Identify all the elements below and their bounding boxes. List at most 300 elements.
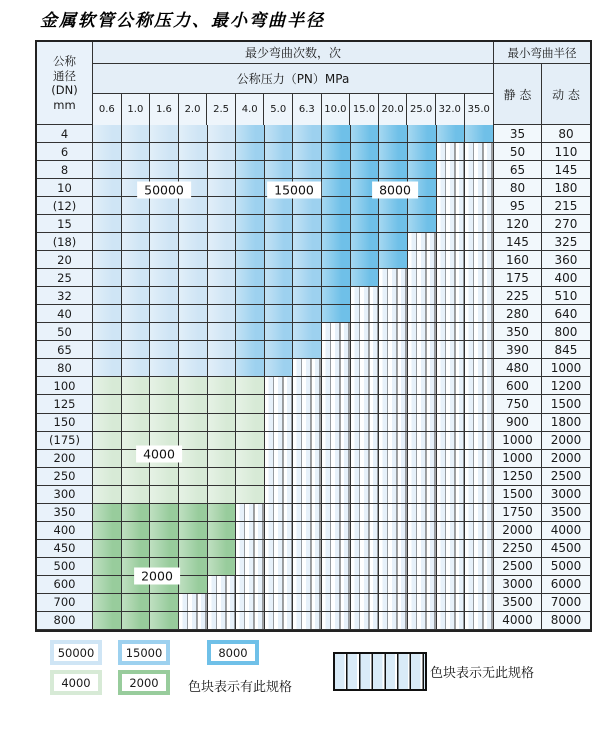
pressure-cell bbox=[379, 612, 408, 630]
pressure-cell bbox=[265, 468, 294, 486]
pressure-cell bbox=[208, 233, 237, 251]
zone-label: 4000 bbox=[136, 446, 182, 463]
pressure-cell bbox=[208, 414, 237, 432]
pressure-cell bbox=[208, 576, 237, 594]
pressure-cell bbox=[122, 414, 151, 432]
dn-cell: 65 bbox=[37, 341, 93, 359]
pressure-cell bbox=[322, 504, 351, 522]
dn-cell: 450 bbox=[37, 540, 93, 558]
pressure-cell bbox=[236, 287, 265, 305]
pressure-cell bbox=[150, 323, 179, 341]
zone-label: 15000 bbox=[267, 182, 321, 199]
pressure-cell bbox=[236, 558, 265, 576]
pressure-cell bbox=[179, 377, 208, 395]
pressure-cell bbox=[351, 504, 380, 522]
pressure-cell bbox=[122, 161, 151, 179]
pressure-cell bbox=[265, 612, 294, 630]
dynamic-header: 动 态 bbox=[542, 64, 590, 125]
pressure-cell bbox=[351, 323, 380, 341]
pressure-cell bbox=[208, 468, 237, 486]
pressure-cell bbox=[122, 197, 151, 215]
pressure-cell bbox=[236, 450, 265, 468]
pressure-cell bbox=[465, 359, 494, 377]
pressure-cell bbox=[208, 323, 237, 341]
pressure-cell bbox=[379, 522, 408, 540]
bend-cycles-block bbox=[93, 42, 494, 125]
pressure-cell bbox=[293, 486, 322, 504]
pressure-cell bbox=[208, 395, 237, 413]
pressure-cell bbox=[150, 197, 179, 215]
pressure-cell bbox=[122, 468, 151, 486]
static-radius-cell: 750 bbox=[494, 395, 542, 413]
pressure-cell bbox=[93, 522, 122, 540]
pressure-cell bbox=[150, 269, 179, 287]
pressure-cell bbox=[293, 215, 322, 233]
pressure-cell bbox=[265, 558, 294, 576]
pressure-cell bbox=[379, 359, 408, 377]
pressure-cell bbox=[408, 341, 437, 359]
pressure-cell bbox=[265, 486, 294, 504]
dynamic-radius-cell: 3000 bbox=[542, 486, 590, 504]
pressure-cell bbox=[322, 305, 351, 323]
pressure-cell bbox=[322, 359, 351, 377]
pressure-cell bbox=[179, 486, 208, 504]
pressure-cell bbox=[208, 432, 237, 450]
pressure-cell bbox=[93, 612, 122, 630]
dn-cell: 200 bbox=[37, 450, 93, 468]
pressure-cell bbox=[379, 468, 408, 486]
pressure-cell bbox=[236, 576, 265, 594]
pressure-cell bbox=[93, 305, 122, 323]
pressure-cell bbox=[408, 558, 437, 576]
pressure-cell bbox=[379, 486, 408, 504]
dynamic-radius-cell: 6000 bbox=[542, 576, 590, 594]
legend-swatch bbox=[207, 640, 259, 665]
pressure-cell bbox=[437, 341, 466, 359]
pressure-cell bbox=[293, 540, 322, 558]
dynamic-radius-cell: 400 bbox=[542, 269, 590, 287]
static-radius-cell: 65 bbox=[494, 161, 542, 179]
pressure-cell bbox=[150, 594, 179, 612]
legend-swatch-label: 2000 bbox=[122, 674, 166, 691]
table-row bbox=[37, 414, 590, 432]
pressure-cell bbox=[437, 269, 466, 287]
pressure-cell bbox=[293, 576, 322, 594]
pressure-cell bbox=[236, 323, 265, 341]
table-row bbox=[37, 305, 590, 323]
pressure-cell bbox=[208, 125, 237, 143]
pressure-cell bbox=[351, 594, 380, 612]
pressure-cell bbox=[408, 305, 437, 323]
pressure-cell bbox=[150, 233, 179, 251]
pressure-cell bbox=[465, 287, 494, 305]
pressure-cell bbox=[437, 594, 466, 612]
static-radius-cell: 3000 bbox=[494, 576, 542, 594]
pressure-cell bbox=[208, 215, 237, 233]
pressure-cell bbox=[379, 323, 408, 341]
pressure-cell bbox=[408, 233, 437, 251]
pressure-cell bbox=[408, 522, 437, 540]
pressure-cell bbox=[408, 161, 437, 179]
table-row bbox=[37, 522, 590, 540]
table-row bbox=[37, 540, 590, 558]
static-radius-cell: 1000 bbox=[494, 450, 542, 468]
static-radius-cell: 280 bbox=[494, 305, 542, 323]
pressure-cell bbox=[208, 612, 237, 630]
pressure-cell bbox=[236, 251, 265, 269]
pressure-cell bbox=[351, 540, 380, 558]
dynamic-radius-cell: 180 bbox=[542, 179, 590, 197]
pressure-cell bbox=[236, 143, 265, 161]
pressure-cell bbox=[179, 359, 208, 377]
pressure-cell bbox=[236, 341, 265, 359]
pressure-cell bbox=[322, 594, 351, 612]
dn-cell: 250 bbox=[37, 468, 93, 486]
pressure-cell bbox=[150, 143, 179, 161]
pressure-cell bbox=[351, 269, 380, 287]
pressure-cell bbox=[437, 161, 466, 179]
dn-cell: 80 bbox=[37, 359, 93, 377]
pressure-cell bbox=[179, 504, 208, 522]
pressure-cell bbox=[179, 143, 208, 161]
pressure-cell bbox=[322, 450, 351, 468]
pressure-cell bbox=[93, 414, 122, 432]
pressure-cell bbox=[265, 125, 294, 143]
pressure-cell bbox=[408, 504, 437, 522]
pressure-cell bbox=[179, 251, 208, 269]
pressure-cell bbox=[122, 359, 151, 377]
pressure-cell bbox=[322, 576, 351, 594]
pressure-cell bbox=[150, 377, 179, 395]
pressure-cell bbox=[437, 287, 466, 305]
spec-table bbox=[35, 40, 592, 632]
pressure-cell bbox=[351, 522, 380, 540]
pressure-cell bbox=[293, 359, 322, 377]
pressure-cell bbox=[322, 468, 351, 486]
legend-swatch bbox=[118, 640, 170, 665]
pressure-cell bbox=[208, 486, 237, 504]
pressure-cell bbox=[236, 395, 265, 413]
dynamic-radius-cell: 270 bbox=[542, 215, 590, 233]
pressure-cell bbox=[379, 414, 408, 432]
pressure-cell bbox=[408, 612, 437, 630]
page-title: 金属软管公称压力、最小弯曲半径 bbox=[40, 11, 325, 31]
bend-cycles-header: 最少弯曲次数，次 bbox=[93, 42, 493, 64]
dynamic-radius-cell: 1500 bbox=[542, 395, 590, 413]
pressure-cell bbox=[150, 251, 179, 269]
pressure-cell bbox=[93, 287, 122, 305]
pressure-cell bbox=[379, 576, 408, 594]
pressure-cell bbox=[465, 594, 494, 612]
pressure-cell bbox=[293, 269, 322, 287]
dynamic-radius-cell: 1200 bbox=[542, 377, 590, 395]
pressure-cell bbox=[293, 558, 322, 576]
pressure-cell bbox=[150, 359, 179, 377]
pressure-cell bbox=[208, 377, 237, 395]
pressure-cell bbox=[179, 594, 208, 612]
table-row bbox=[37, 197, 590, 215]
pressure-cell bbox=[179, 414, 208, 432]
pressure-cell bbox=[465, 215, 494, 233]
pressure-column-header: 0.6 bbox=[93, 94, 122, 125]
static-radius-cell: 1500 bbox=[494, 486, 542, 504]
table-body bbox=[37, 125, 590, 630]
table-row bbox=[37, 269, 590, 287]
legend-swatch bbox=[50, 670, 102, 695]
static-radius-cell: 1250 bbox=[494, 468, 542, 486]
pressure-cell bbox=[179, 323, 208, 341]
pressure-cell bbox=[265, 323, 294, 341]
table-row bbox=[37, 468, 590, 486]
table-row bbox=[37, 450, 590, 468]
pressure-cell bbox=[408, 540, 437, 558]
table-row bbox=[37, 612, 590, 630]
static-radius-cell: 35 bbox=[494, 125, 542, 143]
pressure-cell bbox=[236, 540, 265, 558]
pressure-cell bbox=[122, 323, 151, 341]
dn-cell: 6 bbox=[37, 143, 93, 161]
pressure-cell bbox=[351, 359, 380, 377]
static-radius-cell: 80 bbox=[494, 179, 542, 197]
pressure-cell bbox=[93, 486, 122, 504]
dn-cell: 400 bbox=[37, 522, 93, 540]
static-radius-cell: 1750 bbox=[494, 504, 542, 522]
pressure-cell bbox=[208, 251, 237, 269]
dn-cell: 20 bbox=[37, 251, 93, 269]
dynamic-radius-cell: 110 bbox=[542, 143, 590, 161]
pressure-cell bbox=[437, 432, 466, 450]
pressure-cell bbox=[93, 323, 122, 341]
static-header: 静 态 bbox=[494, 64, 542, 125]
pressure-cell bbox=[265, 414, 294, 432]
pressure-cell bbox=[465, 395, 494, 413]
pressure-cell bbox=[293, 395, 322, 413]
pressure-cell bbox=[437, 215, 466, 233]
dynamic-radius-cell: 360 bbox=[542, 251, 590, 269]
pressure-cell bbox=[208, 287, 237, 305]
pressure-cell bbox=[208, 179, 237, 197]
pressure-cell bbox=[179, 215, 208, 233]
pressure-cell bbox=[93, 233, 122, 251]
legend-swatch bbox=[118, 670, 170, 695]
dynamic-radius-cell: 510 bbox=[542, 287, 590, 305]
table-row bbox=[37, 359, 590, 377]
pressure-column-header: 1.6 bbox=[150, 94, 179, 125]
pressure-cell bbox=[322, 558, 351, 576]
pressure-cell bbox=[179, 197, 208, 215]
corner-header-dn bbox=[37, 42, 93, 125]
pressure-cell bbox=[322, 432, 351, 450]
pressure-column-header: 32.0 bbox=[436, 94, 465, 125]
table-row bbox=[37, 594, 590, 612]
pressure-cell bbox=[322, 486, 351, 504]
pressure-cell bbox=[208, 143, 237, 161]
table-row bbox=[37, 125, 590, 143]
dynamic-radius-cell: 4000 bbox=[542, 522, 590, 540]
pressure-cell bbox=[93, 341, 122, 359]
pressure-cell bbox=[179, 468, 208, 486]
pressure-cell bbox=[465, 558, 494, 576]
corner-line: (DN) bbox=[51, 83, 78, 97]
table-row bbox=[37, 233, 590, 251]
pressure-cell bbox=[379, 558, 408, 576]
pressure-cell bbox=[122, 233, 151, 251]
pressure-cell bbox=[265, 540, 294, 558]
pressure-cell bbox=[236, 612, 265, 630]
pressure-cell bbox=[351, 287, 380, 305]
pressure-cell bbox=[236, 305, 265, 323]
pressure-cell bbox=[322, 522, 351, 540]
pressure-cell bbox=[465, 612, 494, 630]
pressure-cell bbox=[437, 522, 466, 540]
pressure-cell bbox=[179, 161, 208, 179]
pressure-cell bbox=[93, 504, 122, 522]
static-radius-cell: 2000 bbox=[494, 522, 542, 540]
pressure-cell bbox=[322, 179, 351, 197]
pressure-cell bbox=[293, 612, 322, 630]
pressure-cell bbox=[465, 432, 494, 450]
pressure-cell bbox=[236, 377, 265, 395]
pressure-cell bbox=[122, 540, 151, 558]
pressure-cell bbox=[437, 251, 466, 269]
legend-hatch-swatch bbox=[333, 652, 427, 691]
pressure-cell bbox=[122, 269, 151, 287]
pressure-cell bbox=[93, 179, 122, 197]
pressure-cell bbox=[465, 143, 494, 161]
pressure-cell bbox=[236, 594, 265, 612]
legend-swatch-label: 4000 bbox=[54, 674, 98, 691]
pressure-cell bbox=[408, 450, 437, 468]
pressure-column-header: 2.0 bbox=[179, 94, 208, 125]
pressure-cell bbox=[236, 432, 265, 450]
pressure-cell bbox=[293, 450, 322, 468]
pressure-cell bbox=[351, 197, 380, 215]
pressure-cell bbox=[465, 576, 494, 594]
pressure-cell bbox=[351, 233, 380, 251]
pressure-cell bbox=[150, 395, 179, 413]
pressure-cell bbox=[293, 432, 322, 450]
pressure-cell bbox=[322, 377, 351, 395]
static-radius-cell: 600 bbox=[494, 377, 542, 395]
pressure-cell bbox=[408, 594, 437, 612]
static-radius-cell: 2500 bbox=[494, 558, 542, 576]
pressure-cell bbox=[465, 269, 494, 287]
dn-cell: 700 bbox=[37, 594, 93, 612]
pressure-cell bbox=[293, 341, 322, 359]
pressure-cell bbox=[293, 594, 322, 612]
dynamic-radius-cell: 2000 bbox=[542, 432, 590, 450]
pressure-cell bbox=[265, 233, 294, 251]
pressure-cell bbox=[437, 233, 466, 251]
legend-has-spec-text: 色块表示有此规格 bbox=[188, 680, 293, 695]
pressure-cell bbox=[437, 486, 466, 504]
dn-cell: 4 bbox=[37, 125, 93, 143]
pressure-cell bbox=[93, 197, 122, 215]
pressure-cell bbox=[236, 486, 265, 504]
pressure-cell bbox=[293, 377, 322, 395]
pressure-cell bbox=[150, 287, 179, 305]
pressure-cell bbox=[322, 323, 351, 341]
pressure-column-header: 15.0 bbox=[350, 94, 379, 125]
dn-cell: (12) bbox=[37, 197, 93, 215]
pressure-cell bbox=[351, 450, 380, 468]
table-row bbox=[37, 143, 590, 161]
dn-cell: 300 bbox=[37, 486, 93, 504]
pressure-cell bbox=[265, 161, 294, 179]
pressure-cell bbox=[351, 161, 380, 179]
dn-cell: (18) bbox=[37, 233, 93, 251]
pressure-cell bbox=[351, 395, 380, 413]
pressure-cell bbox=[265, 504, 294, 522]
pressure-cell bbox=[437, 359, 466, 377]
pressure-cell bbox=[265, 287, 294, 305]
pressure-cell bbox=[379, 395, 408, 413]
pressure-cell bbox=[208, 269, 237, 287]
static-radius-cell: 225 bbox=[494, 287, 542, 305]
table-row bbox=[37, 251, 590, 269]
pressure-cell bbox=[465, 125, 494, 143]
pressure-cell bbox=[465, 323, 494, 341]
pressure-cell bbox=[293, 287, 322, 305]
pressure-cell bbox=[322, 161, 351, 179]
pressure-cell bbox=[465, 522, 494, 540]
pressure-cell bbox=[322, 287, 351, 305]
pressure-cell bbox=[265, 251, 294, 269]
pressure-cell bbox=[208, 161, 237, 179]
pressure-cell bbox=[322, 395, 351, 413]
static-radius-cell: 900 bbox=[494, 414, 542, 432]
pressure-cell bbox=[122, 287, 151, 305]
pressure-cell bbox=[265, 359, 294, 377]
dynamic-radius-cell: 1000 bbox=[542, 359, 590, 377]
table-row bbox=[37, 377, 590, 395]
dn-cell: 40 bbox=[37, 305, 93, 323]
pressure-cell bbox=[408, 215, 437, 233]
dn-cell: 8 bbox=[37, 161, 93, 179]
pressure-cell bbox=[379, 504, 408, 522]
table-row bbox=[37, 558, 590, 576]
pressure-cell bbox=[437, 305, 466, 323]
pressure-cell bbox=[150, 504, 179, 522]
pressure-cell bbox=[150, 161, 179, 179]
pressure-cell bbox=[465, 486, 494, 504]
dynamic-radius-cell: 1800 bbox=[542, 414, 590, 432]
static-radius-cell: 120 bbox=[494, 215, 542, 233]
dn-cell: 150 bbox=[37, 414, 93, 432]
pressure-cell bbox=[265, 594, 294, 612]
pressure-cell bbox=[408, 143, 437, 161]
pressure-cell bbox=[236, 414, 265, 432]
static-radius-cell: 480 bbox=[494, 359, 542, 377]
pressure-cell bbox=[179, 540, 208, 558]
pressure-column-header: 10.0 bbox=[322, 94, 351, 125]
pressure-cell bbox=[437, 468, 466, 486]
pressure-cell bbox=[437, 612, 466, 630]
pressure-cell bbox=[265, 576, 294, 594]
pressure-cell bbox=[265, 432, 294, 450]
pressure-cell bbox=[150, 125, 179, 143]
pressure-cell bbox=[208, 197, 237, 215]
pressure-cell bbox=[122, 377, 151, 395]
pressure-cell bbox=[122, 594, 151, 612]
pressure-column-header: 6.3 bbox=[293, 94, 322, 125]
pressure-cell bbox=[351, 125, 380, 143]
pressure-cell bbox=[379, 450, 408, 468]
dynamic-radius-cell: 8000 bbox=[542, 612, 590, 630]
pressure-cell bbox=[437, 540, 466, 558]
pressure-cell bbox=[236, 233, 265, 251]
pressure-cell bbox=[236, 359, 265, 377]
